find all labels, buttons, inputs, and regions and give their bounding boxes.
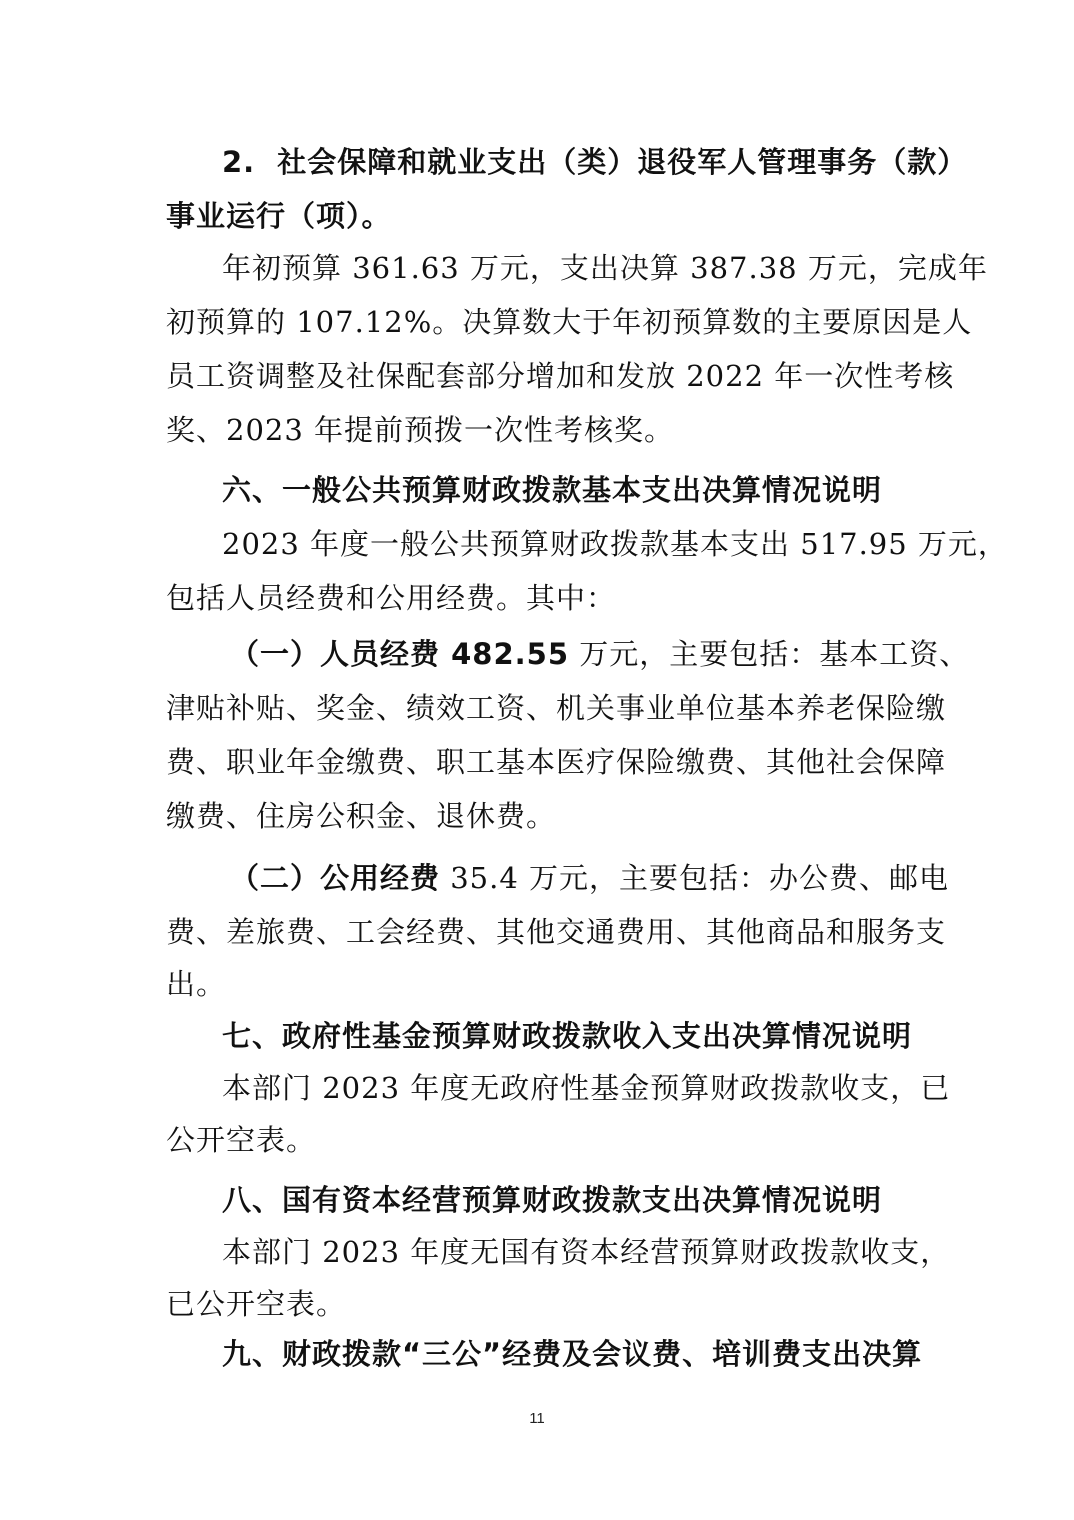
section-9-title: 九、财政拨款“三公”经费及会议费、培训费支出决算: [222, 1337, 923, 1371]
section-6-title: 六、一般公共预算财政拨款基本支出决算情况说明: [222, 473, 883, 507]
para-2-line3: 员工资调整及社保配套部分增加和发放 2022 年一次性考核: [166, 359, 955, 393]
section-6-item1-line4: 缴费、住房公积金、退休费。: [166, 799, 557, 833]
para-2-line2: 初预算的 107.12%。决算数大于年初预算数的主要原因是人: [166, 305, 973, 339]
section-6-item2-line1: [230, 858, 950, 898]
para-2-line4: 奖、2023 年提前预拨一次性考核奖。: [166, 413, 675, 447]
section-6-intro-line2: 包括人员经费和公用经费。其中：: [166, 581, 617, 615]
section-6-item2-line3: 出。: [166, 967, 227, 1001]
heading-2-number: 2.: [222, 145, 256, 179]
section-6-item1-line2: 津贴补贴、奖金、绩效工资、机关事业单位基本养老保险缴: [166, 691, 947, 725]
heading-2-line1: [222, 142, 968, 182]
section-6-item1-line1: [230, 634, 970, 674]
heading-2-line2: 事业运行（项）。: [166, 199, 392, 233]
item2-label: （二）公用经费: [230, 861, 441, 895]
section-6-item2-line2: 费、差旅费、工会经费、其他交通费用、其他商品和服务支: [166, 915, 947, 949]
section-8-line2: 已公开空表。: [166, 1287, 347, 1321]
item2-rest: 35.4 万元，主要包括：办公费、邮电: [440, 861, 950, 895]
section-6-intro-line1: 2023 年度一般公共预算财政拨款基本支出 517.95 万元，: [222, 527, 1008, 561]
section-7-line2: 公开空表。: [166, 1123, 317, 1157]
para-2-line1: 年初预算 361.63 万元，支出决算 387.38 万元，完成年: [222, 251, 988, 285]
section-6-item1-line3: 费、职业年金缴费、职工基本医疗保险缴费、其他社会保障: [166, 745, 947, 779]
section-7-line1: 本部门 2023 年度无政府性基金预算财政拨款收支，已: [222, 1071, 951, 1105]
heading-2-text: 社会保障和就业支出（类）退役军人管理事务（款）: [277, 145, 968, 179]
section-8-line1: 本部门 2023 年度无国有资本经营预算财政拨款收支，: [222, 1235, 951, 1269]
page-number: 11: [529, 1410, 545, 1427]
section-8-title: 八、国有资本经营预算财政拨款支出决算情况说明: [222, 1183, 883, 1217]
item1-rest: 万元，主要包括：基本工资、: [569, 637, 970, 671]
item1-label: （一）人员经费 482.55: [230, 637, 570, 671]
section-7-title: 七、政府性基金预算财政拨款收入支出决算情况说明: [222, 1019, 913, 1053]
